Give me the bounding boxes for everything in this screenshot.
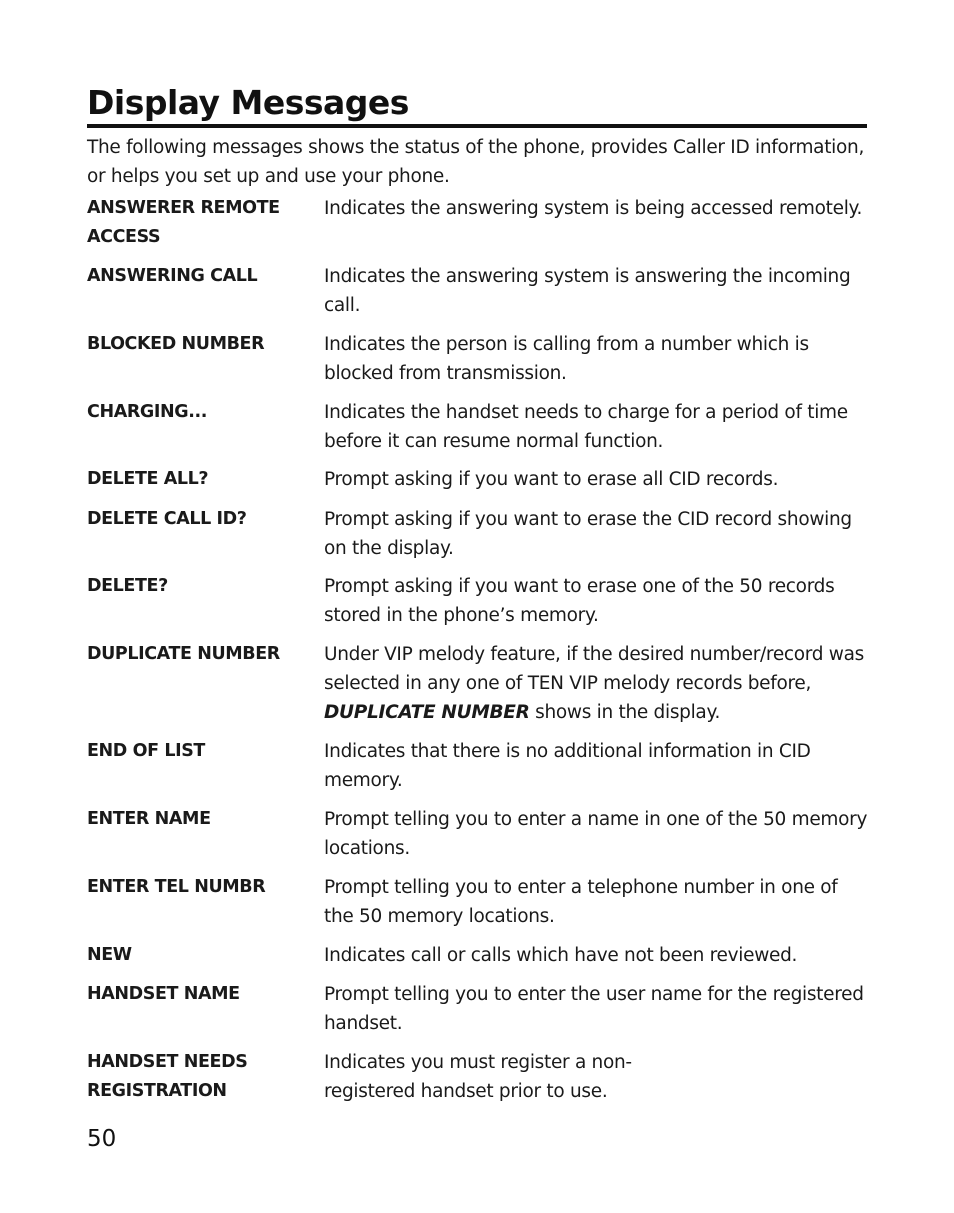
message-description-emphasis: DUPLICATE NUMBER <box>324 702 530 723</box>
message-term: ANSWERER REMOTE ACCESS <box>87 198 280 247</box>
message-description: Indicates call or calls which have not been reviewed. <box>324 945 798 966</box>
message-term: ANSWERING CALL <box>87 266 258 286</box>
message-term: DUPLICATE NUMBER <box>87 644 280 664</box>
message-term: ENTER NAME <box>87 809 211 829</box>
message-description: Prompt telling you to enter a telephone number in one of the 50 memory locations. <box>324 877 838 927</box>
intro-paragraph: The following messages shows the status of the phone, provides Caller ID information, or helps you set up and use your phone. <box>87 137 865 187</box>
title-rule <box>87 124 867 128</box>
page-number: 50 <box>87 1126 117 1152</box>
message-term: NEW <box>87 945 132 965</box>
message-term: BLOCKED NUMBER <box>87 334 265 354</box>
message-description: Indicates that there is no additional information in CID memory. <box>324 741 811 791</box>
message-description: Prompt telling you to enter a name in one of the 50 memory locations. <box>324 809 868 859</box>
message-description: Indicates you must register a non-registered handset prior to use. <box>324 1052 632 1102</box>
message-description: Indicates the handset needs to charge for a period of time before it can resume normal function. <box>324 402 848 452</box>
message-description: Indicates the person is calling from a number which is blocked from transmission. <box>324 334 809 384</box>
message-description: Prompt asking if you want to erase the CID record showing on the display. <box>324 509 852 559</box>
message-term: CHARGING... <box>87 402 207 422</box>
message-term: DELETE CALL ID? <box>87 509 247 529</box>
message-description: Prompt asking if you want to erase one of the 50 records stored in the phone’s memory. <box>324 576 835 626</box>
message-description: Prompt telling you to enter the user name for the registered handset. <box>324 984 864 1034</box>
message-term: HANDSET NAME <box>87 984 240 1004</box>
message-description-text: Under VIP melody feature, if the desired number/record was selected in any one of TEN VIP melody records before, <box>324 644 865 694</box>
message-term: END OF LIST <box>87 741 205 761</box>
message-term: DELETE? <box>87 576 168 596</box>
message-description <box>324 640 872 727</box>
message-description: Prompt asking if you want to erase all CID records. <box>324 469 779 490</box>
message-term: HANDSET NEEDS REGISTRATION <box>87 1052 248 1101</box>
message-description: Indicates the answering system is answering the incoming call. <box>324 266 851 316</box>
message-term: DELETE ALL? <box>87 469 209 489</box>
message-description-text-after: shows in the display. <box>529 702 721 723</box>
page-title: Display Messages <box>87 83 409 122</box>
message-description: Indicates the answering system is being accessed remotely. <box>324 198 863 219</box>
message-term: ENTER TEL NUMBR <box>87 877 266 897</box>
